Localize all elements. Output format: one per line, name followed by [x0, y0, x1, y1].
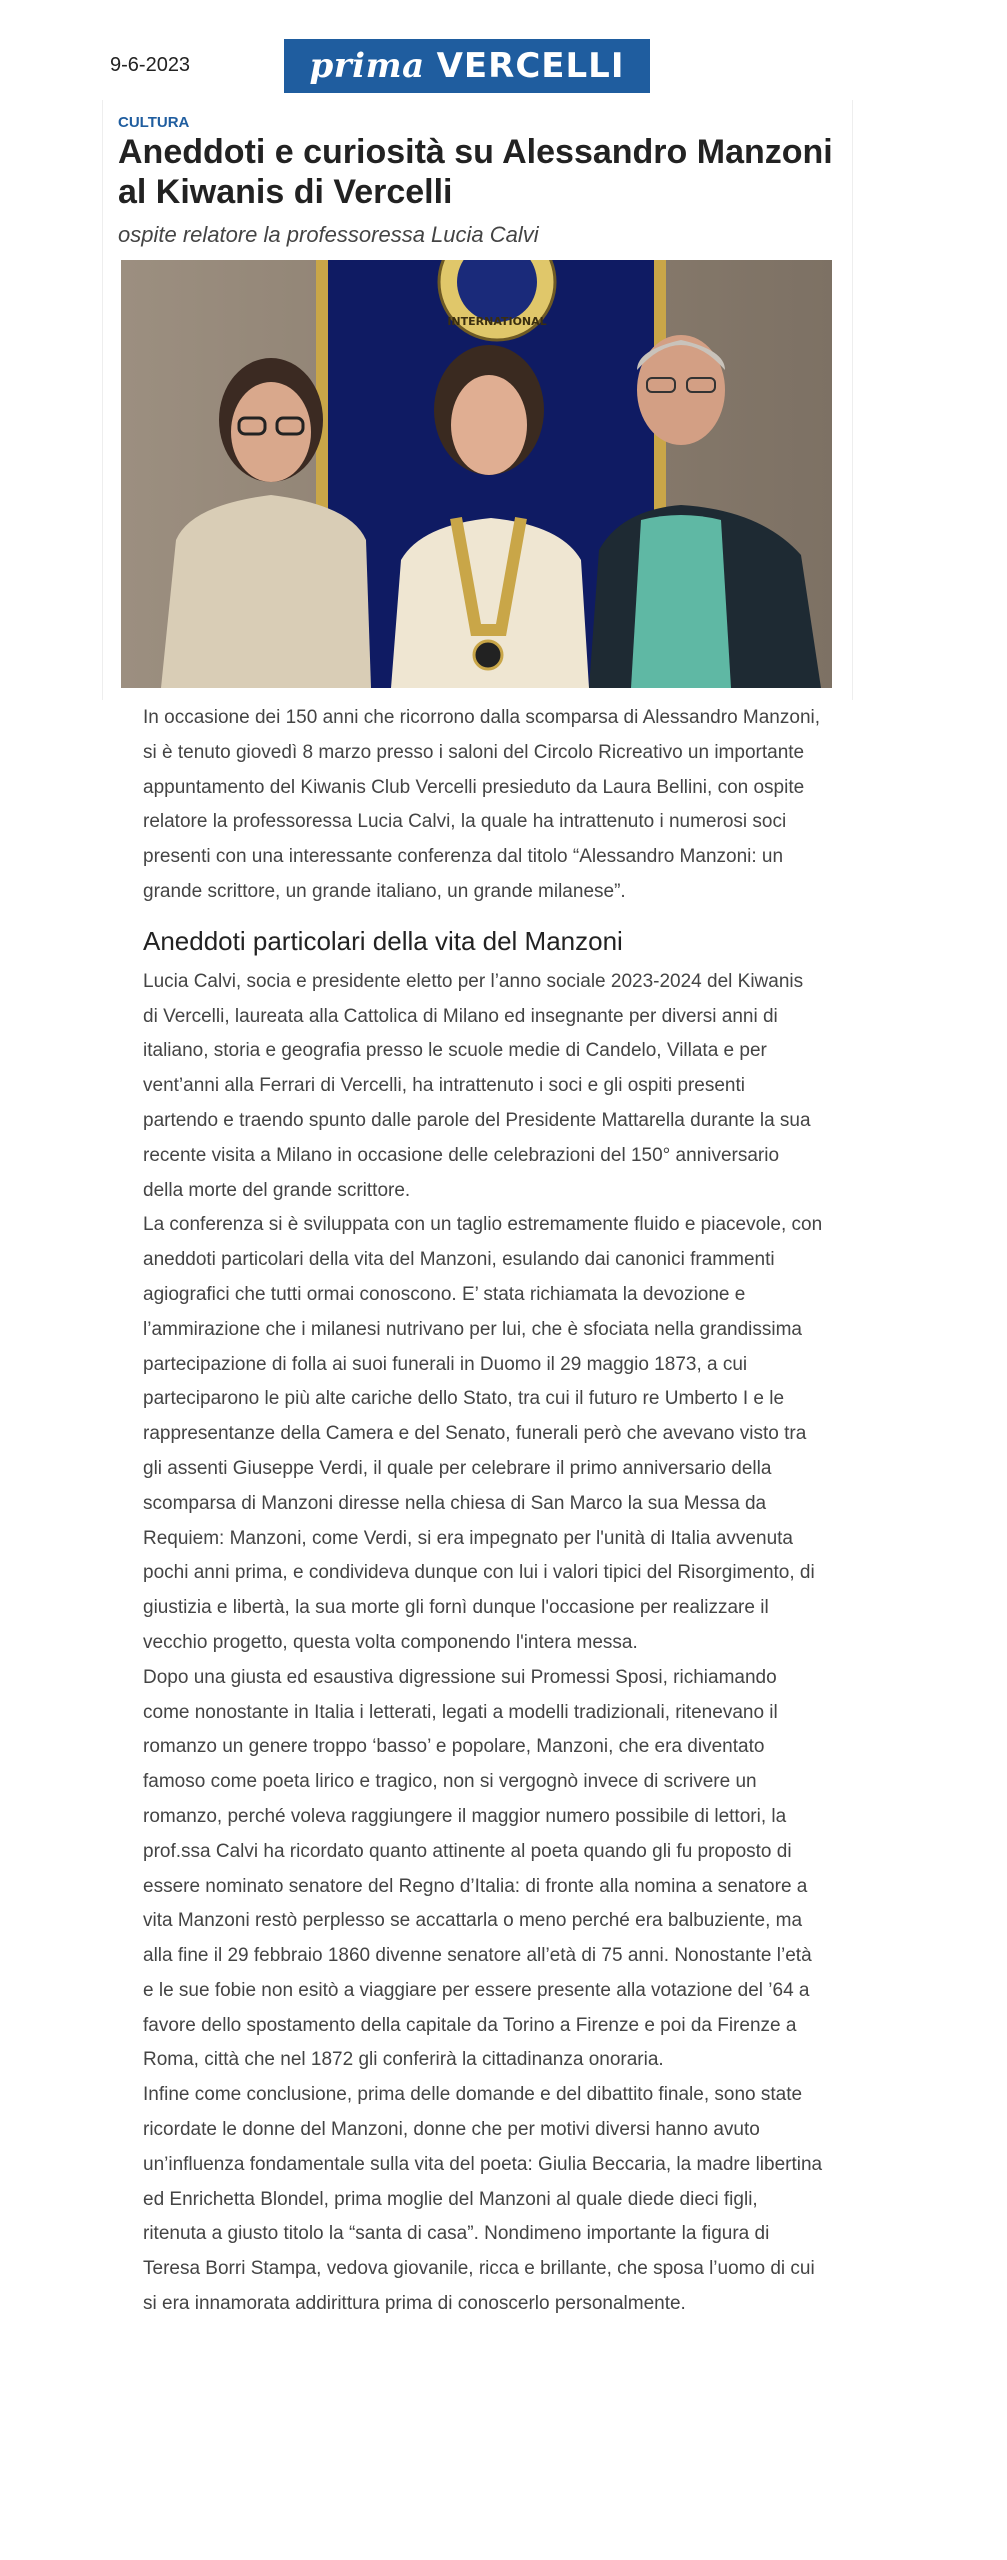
article-paragraph: Infine come conclusione, prima delle domande e del dibattito finale, sono state ricordate le donne del Manzoni, donne che per motivi diversi hanno avuto un’influenza fondamentale sulla vita del poeta: Giulia Beccaria, la madre libertina ed Enrichetta Blondel, prima moglie del Manzoni al quale diede dieci figli, ritenuta a giusto titolo la “santa di casa”. Nondimeno importante la figura di Teresa Borri Stampa, vedova giovanile, ricca e brillante, che sposa l’uomo di cui si era innamorata addirittura prima di conoscerlo personalmente.	[143, 2084, 823, 2315]
article-paragraph: Dopo una giusta ed esaustiva digressione sui Promessi Sposi, richiamando come nonostante in Italia i letterati, legati a modelli tradizionali, ritenevano il romanzo un genere troppo ‘basso’ e popolare, Manzoni, che era diventato famoso come poeta lirico e tragico, non si vergognò invece di scrivere un romanzo, perché voleva raggiungere il maggior numero possibile di lettori, la prof.ssa Calvi ha ricordato quanto attinente al poeta quando gli fu proposto di essere nominato senatore del Regno d’Italia: di fronte alla nomina a senatore a vita Manzoni restò perplesso se accattarla o meno perché era balbuziente, ma alla fine il 29 febbraio 1860 divenne senatore all’età di 75 anni. Nonostante l’età e le sue fobie non esitò a viaggiare per essere presente alla votazione del ’64 a favore dello spostamento della capitale da Torino a Firenze e poi da Firenze a Roma, città che nel 1872 gli conferirà la cittadinanza onoraria.	[143, 1666, 812, 2071]
article-photo	[121, 260, 832, 688]
article-subtitle: ospite relatore la professoressa Lucia Calvi	[118, 222, 539, 247]
logo-prima-text: prima	[309, 46, 425, 86]
newspaper-logo	[284, 39, 650, 93]
logo-city-text: VERCELLI	[436, 46, 625, 86]
article-paragraph: Lucia Calvi, socia e presidente eletto per l’anno sociale 2023-2024 del Kiwanis di Vercelli, laureata alla Cattolica di Milano ed insegnante per diversi anni di italiano, storia e geografia presso le scuole medie di Candelo, Villata e per vent’anni alla Ferrari di Vercelli, ha intrattenuto i soci e gli ospiti presenti partendo e traendo spunto dalle parole del Presidente Mattarella durante la sua recente visita a Milano in occasione delle celebrazioni del 150° anniversario della morte del grande scrittore.	[143, 970, 811, 1201]
photo-emblem-text: INTERNATIONAL	[447, 315, 547, 328]
section-label: CULTURA	[118, 114, 190, 131]
article-body	[143, 701, 823, 2322]
article-title: Aneddoti e curiosità su Alessandro Manzoni al Kiwanis di Vercelli	[118, 133, 833, 211]
article-paragraph: La conferenza si è sviluppata con un taglio estremamente fluido e piacevole, con aneddoti particolari della vita del Manzoni, esulando dai canonici frammenti agiografici che tutti ormai conoscono. E’ stata richiamata la devozione e l’ammirazione che i milanesi nutrivano per lui, che è sfociata nella grandissima partecipazione di folla ai suoi funerali in Duomo il 29 maggio 1873, a cui parteciparono le più alte cariche dello Stato, tra cui il futuro re Umberto I e le rappresentanze della Camera e del Senato, funerali però che avevano visto tra gli assenti Giuseppe Verdi, il quale per celebrare il primo anniversario della scomparsa di Manzoni diresse nella chiesa di San Marco la sua Messa da Requiem: Manzoni, come Verdi, si era impegnato per l'unità di Italia avvenuta pochi anni prima, e condivideva dunque con lui i valori tipici del Risorgimento, di giustizia e libertà, la sua morte gli fornì dunque l'occasione per realizzare il vecchio progetto, questa volta componendo l'intera messa.	[143, 1214, 823, 1653]
publication-date: 9-6-2023	[110, 54, 191, 76]
article-intro-paragraph: In occasione dei 150 anni che ricorrono dalla scomparsa di Alessandro Manzoni, si è tenuto giovedì 8 marzo presso i saloni del Circolo Ricreativo un importante appuntamento del Kiwanis Club Vercelli presieduto da Laura Bellini, con ospite relatore la professoressa Lucia Calvi, la quale ha intrattenuto i numerosi soci presenti con una interessante conferenza dal titolo “Alessandro Manzoni: un grande scrittore, un grande italiano, un grande milanese”.	[143, 707, 821, 902]
article-subheading: Aneddoti particolari della vita del Manzoni	[143, 925, 623, 956]
